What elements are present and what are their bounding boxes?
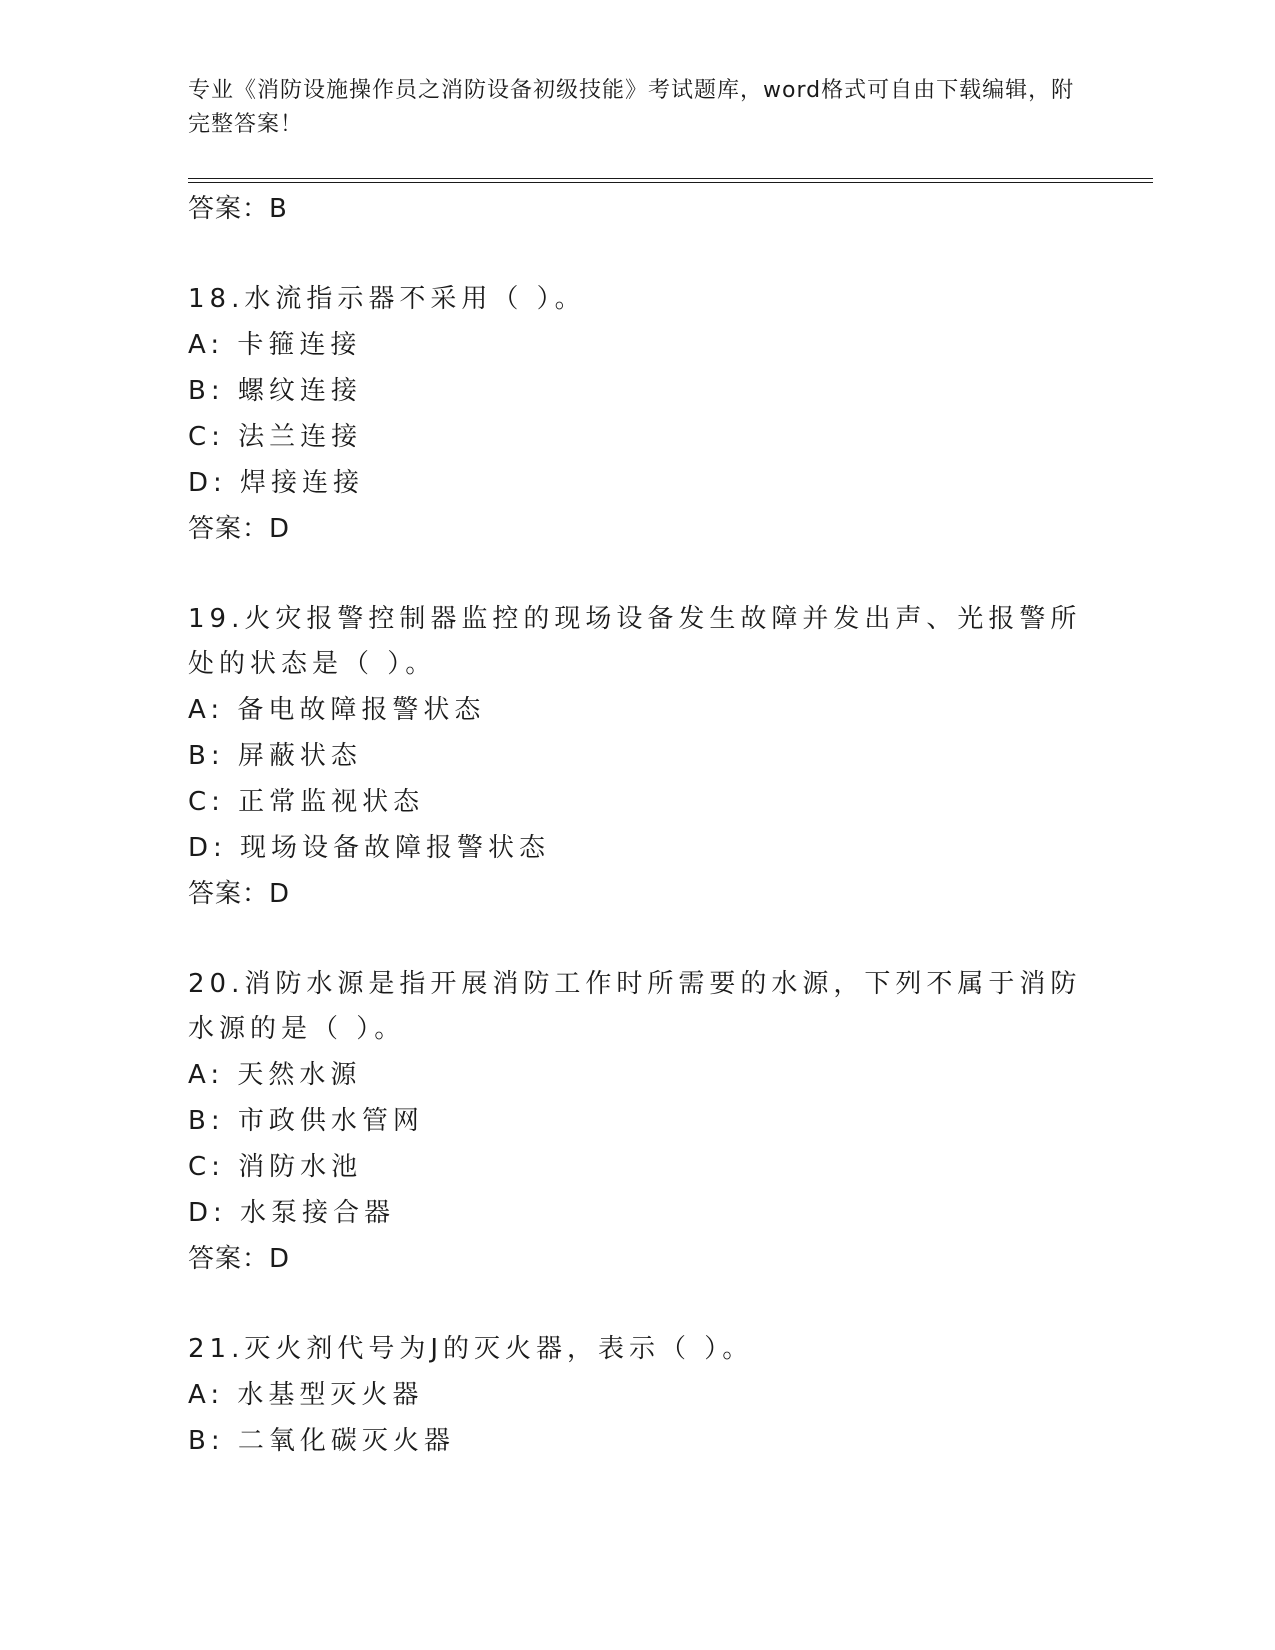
question-stem: 21.灭火剂代号为J的灭火器，表示（ ）。 [188, 1334, 754, 1364]
question-stem: 20.消防水源是指开展消防工作时所需要的水源，下列不属于消防水源的是（ ）。 [188, 969, 1082, 1044]
question-block-19 [188, 597, 1088, 917]
option-d: D: 现场设备故障报警状态 [188, 833, 551, 863]
option-b: B: 二氧化碳灭火器 [188, 1426, 455, 1456]
question-list [188, 186, 1088, 1464]
question-block-18 [188, 277, 1088, 552]
option-c: C: 正常监视状态 [188, 787, 425, 817]
option-b: B: 市政供水管网 [188, 1106, 424, 1136]
option-d: D: 水泵接合器 [188, 1198, 396, 1228]
option-d: D: 焊接连接 [188, 468, 365, 498]
option-a: A: 卡箍连接 [188, 330, 362, 360]
option-a: A: 备电故障报警状态 [188, 695, 486, 725]
answer-label: 答案：D [188, 1244, 291, 1274]
question-block-20 [188, 962, 1088, 1282]
option-a: A: 天然水源 [188, 1060, 362, 1090]
question-stem: 18.水流指示器不采用（ ）。 [188, 284, 586, 314]
answer-label: 答案：B [188, 194, 288, 224]
question-stem: 19.火灾报警控制器监控的现场设备发生故障并发出声、光报警所处的状态是（ ）。 [188, 604, 1082, 679]
document-header: 专业《消防设施操作员之消防设备初级技能》考试题库，word格式可自由下载编辑，附完整答案！ [188, 78, 1075, 137]
answer-label: 答案：D [188, 514, 291, 544]
option-b: B: 屏蔽状态 [188, 741, 362, 771]
answer-label: 答案：D [188, 879, 291, 909]
question-block-21 [188, 1327, 1088, 1464]
option-b: B: 螺纹连接 [188, 376, 362, 406]
option-c: C: 消防水池 [188, 1152, 363, 1182]
option-c: C: 法兰连接 [188, 422, 363, 452]
option-a: A: 水基型灭火器 [188, 1380, 424, 1410]
header-divider [188, 178, 1153, 183]
